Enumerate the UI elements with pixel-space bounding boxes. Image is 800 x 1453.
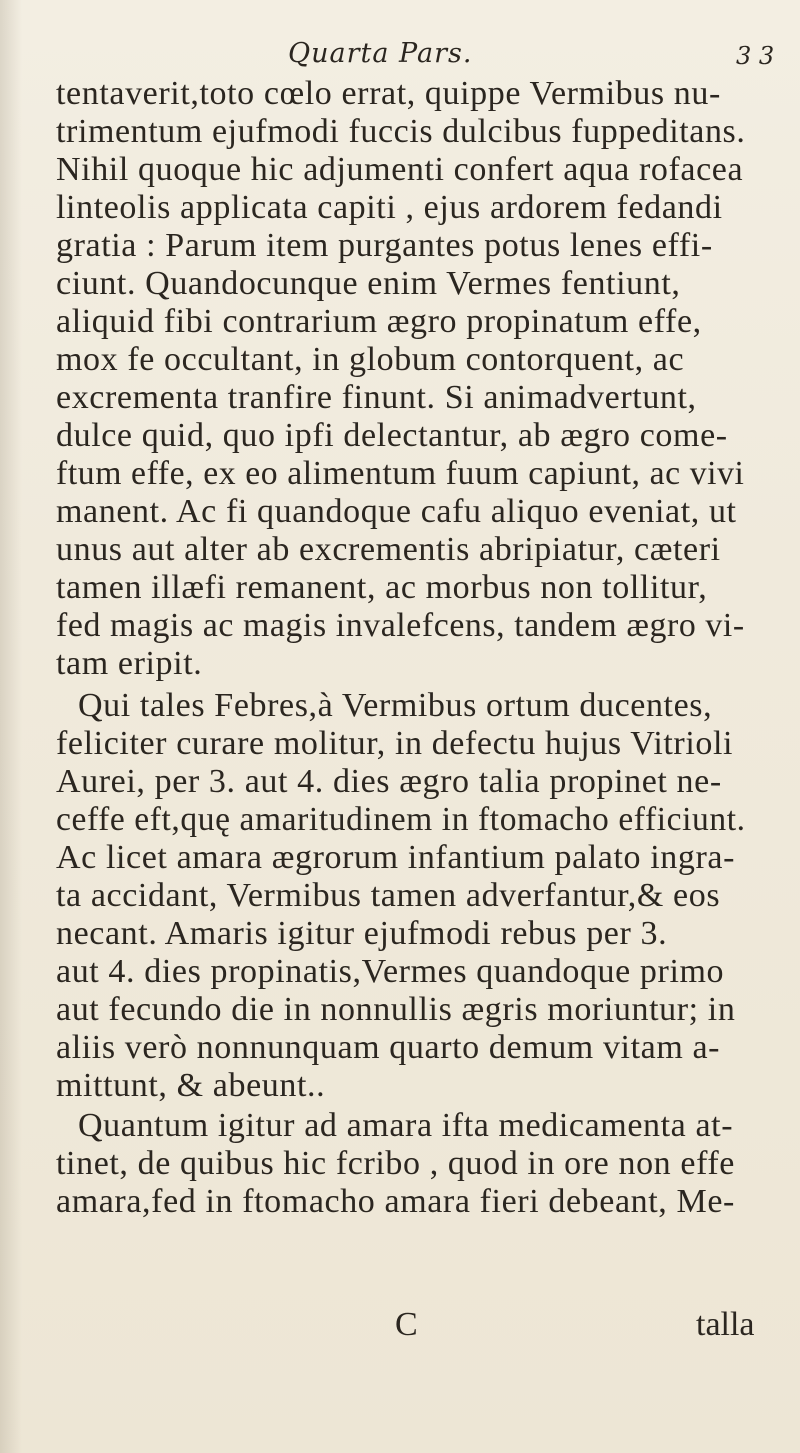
text-line: ciunt. Quandocunque enim Vermes fentiunt, xyxy=(56,265,681,302)
text-line: Aurei, per 3. aut 4. dies ægro talia propinet ne- xyxy=(56,763,722,800)
text-line: ta accidant, Vermibus tamen adverfantur,& eos xyxy=(56,877,721,914)
text-line: mox fe occultant, in globum contorquent, ac xyxy=(56,341,685,378)
text-line: aliquid fibi contrarium ægro propinatum effe, xyxy=(56,303,702,340)
text-line: excrementa tranfire finunt. Si animadvertunt, xyxy=(56,379,697,416)
text-line: feliciter curare molitur, in defectu hujus Vitrioli xyxy=(56,725,734,762)
text-line: unus aut alter ab excrementis abripiatur, cæteri xyxy=(56,531,721,568)
page-number: 3 3 xyxy=(736,42,775,70)
paragraph-first-line: Quantum igitur ad amara ifta medicamenta at- xyxy=(78,1107,734,1144)
text-line: tamen illæfi remanent, ac morbus non tollitur, xyxy=(56,569,708,606)
running-head xyxy=(0,38,800,78)
text-line: trimentum ejufmodi fuccis dulcibus fuppeditans. xyxy=(56,113,746,150)
paragraph-first-line: Qui tales Febres,à Vermibus ortum ducentes, xyxy=(78,687,713,724)
signature-mark: C xyxy=(395,1306,418,1343)
text-line: necant. Amaris igitur ejufmodi rebus per 3. xyxy=(56,915,668,952)
text-line: mittunt, & abeunt.. xyxy=(56,1067,326,1104)
catchword: talla xyxy=(696,1306,755,1343)
page-footer xyxy=(0,1306,800,1346)
text-line: amara,fed in ftomacho amara fieri debeant, Me- xyxy=(56,1183,735,1220)
text-line: manent. Ac fi quandoque cafu aliquo eveniat, ut xyxy=(56,493,737,530)
text-line: tam eripit. xyxy=(56,645,203,682)
text-line: fed magis ac magis invalefcens, tandem ægro vi- xyxy=(56,607,745,644)
text-line: ftum effe, ex eo alimentum fuum capiunt, ac vivi xyxy=(56,455,745,492)
text-line: ceffe eft,quę amaritudinem in ftomacho efficiunt. xyxy=(56,801,746,838)
text-line: aut fecundo die in nonnullis ægris moriuntur; in xyxy=(56,991,736,1028)
text-line: tinet, de quibus hic fcribo , quod in ore non effe xyxy=(56,1145,735,1182)
text-line: gratia : Parum item purgantes potus lenes effi- xyxy=(56,227,713,264)
text-line: dulce quid, quo ipfi delectantur, ab ægro come- xyxy=(56,417,728,454)
text-line: Ac licet amara ægrorum infantium palato ingra- xyxy=(56,839,736,876)
text-line: aliis verò nonnunquam quarto demum vitam a- xyxy=(56,1029,721,1066)
text-line: Nihil quoque hic adjumenti confert aqua rofacea xyxy=(56,151,744,188)
text-line: tentaverit,toto cœlo errat, quippe Vermibus nu- xyxy=(56,75,721,112)
text-line: linteolis applicata capiti , ejus ardorem fedandi xyxy=(56,189,723,226)
page-gutter-shadow xyxy=(0,0,22,1453)
running-title: Quarta Pars. xyxy=(288,38,473,69)
text-line: aut 4. dies propinatis,Vermes quandoque primo xyxy=(56,953,725,990)
